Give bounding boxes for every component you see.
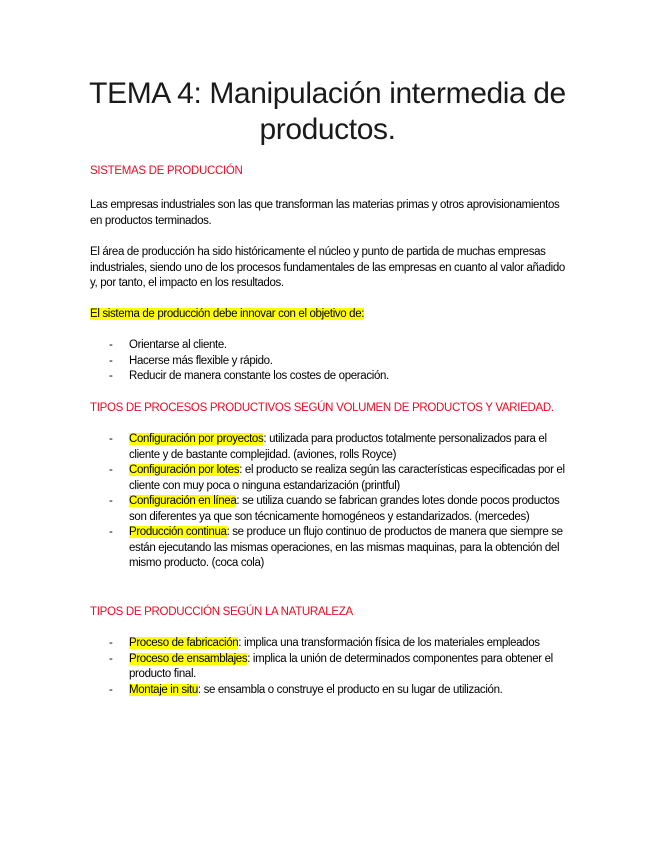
list-item [90,338,570,354]
paragraph-area-produccion: El área de producción ha sido históricamente el núcleo y punto de partida de muchas empresas industriales, siendo uno de los procesos fundamentales de las empresas en cuanto al valor añadido y, por tanto, el impacto en los resultados. [90,246,565,289]
dash-bullet-icon: - [109,637,113,649]
list-item [90,683,570,699]
tipos-procesos-list [90,432,570,572]
highlight-text: El sistema de producción debe innovar con el objetivo de: [90,308,365,320]
dash-bullet-icon: - [109,433,113,445]
list-item-term: Configuración por proyectos [129,433,264,445]
list-item-text: : se utiliza cuando se fabrican grandes lotes donde pocos productos son diferentes ya que son técnicamente homogéneos y estandarizados. (mercedes) [129,495,560,523]
list-item [90,636,570,652]
dash-bullet-icon: - [109,464,113,476]
list-item-term: Configuración por lotes [129,464,240,476]
dash-bullet-icon: - [109,495,113,507]
list-item [90,525,570,572]
list-item-text: : utilizada para productos totalmente personalizados para el cliente y de bastante complejidad. (aviones, rolls Royce) [129,433,547,461]
list-item-text: Hacerse más flexible y rápido. [129,354,273,367]
section-heading-tipos-produccion: TIPOS DE PRODUCCIÓN SEGÚN LA NATURALEZA [90,606,353,618]
list-item [90,463,570,494]
list-item [90,369,570,385]
section-heading-sistemas: SISTEMAS DE PRODUCCIÓN [90,165,243,177]
list-item-text: : implica una transformación física de los materiales empleados [238,637,540,649]
tipos-produccion-list [90,636,570,698]
list-item-text: Reducir de manera constante los costes de operación. [129,370,389,382]
list-item-term: Proceso de fabricación [129,637,239,649]
list-item-term: Montaje in situ [129,683,198,696]
list-item-text: Orientarse al cliente. [129,339,227,351]
paragraph-empresas-industriales: Las empresas industriales son las que transforman las materias primas y otros aprovisionamientos en productos terminados. [90,199,560,227]
dash-bullet-icon: - [109,652,113,665]
list-item [90,494,570,525]
list-item-text: : el producto se realiza según las características especificadas por el cliente con muy poca o ninguna estandarización (printful) [129,464,565,492]
dash-bullet-icon: - [109,683,113,696]
list-item [90,354,570,370]
objetivos-list [90,338,570,385]
list-item-term: Proceso de ensamblajes [129,652,248,665]
list-item-text: : se ensambla o construye el producto en su lugar de utilización. [197,683,503,696]
highlighted-statement [90,307,570,323]
section-heading-tipos-procesos: TIPOS DE PROCESOS PRODUCTIVOS SEGÚN VOLUMEN DE PRODUCTOS Y VARIEDAD. [90,402,554,414]
dash-bullet-icon: - [109,370,113,382]
page-title: TEMA 4: Manipulación intermedia de productos. [89,77,566,146]
dash-bullet-icon: - [109,354,113,367]
dash-bullet-icon: - [109,526,113,538]
list-item-term: Producción continua [129,526,227,538]
list-item-text: : implica la unión de determinados componentes para obtener el producto final. [129,652,553,680]
list-item [90,432,570,463]
list-item-text: : se produce un flujo continuo de productos de manera que siempre se están ejecutando las mismas operaciones, en las mismas maquinas, para la obtención del mismo producto. (coca cola) [129,526,563,569]
dash-bullet-icon: - [109,339,113,351]
list-item-term: Configuración en línea [129,495,237,507]
list-item [90,652,570,683]
